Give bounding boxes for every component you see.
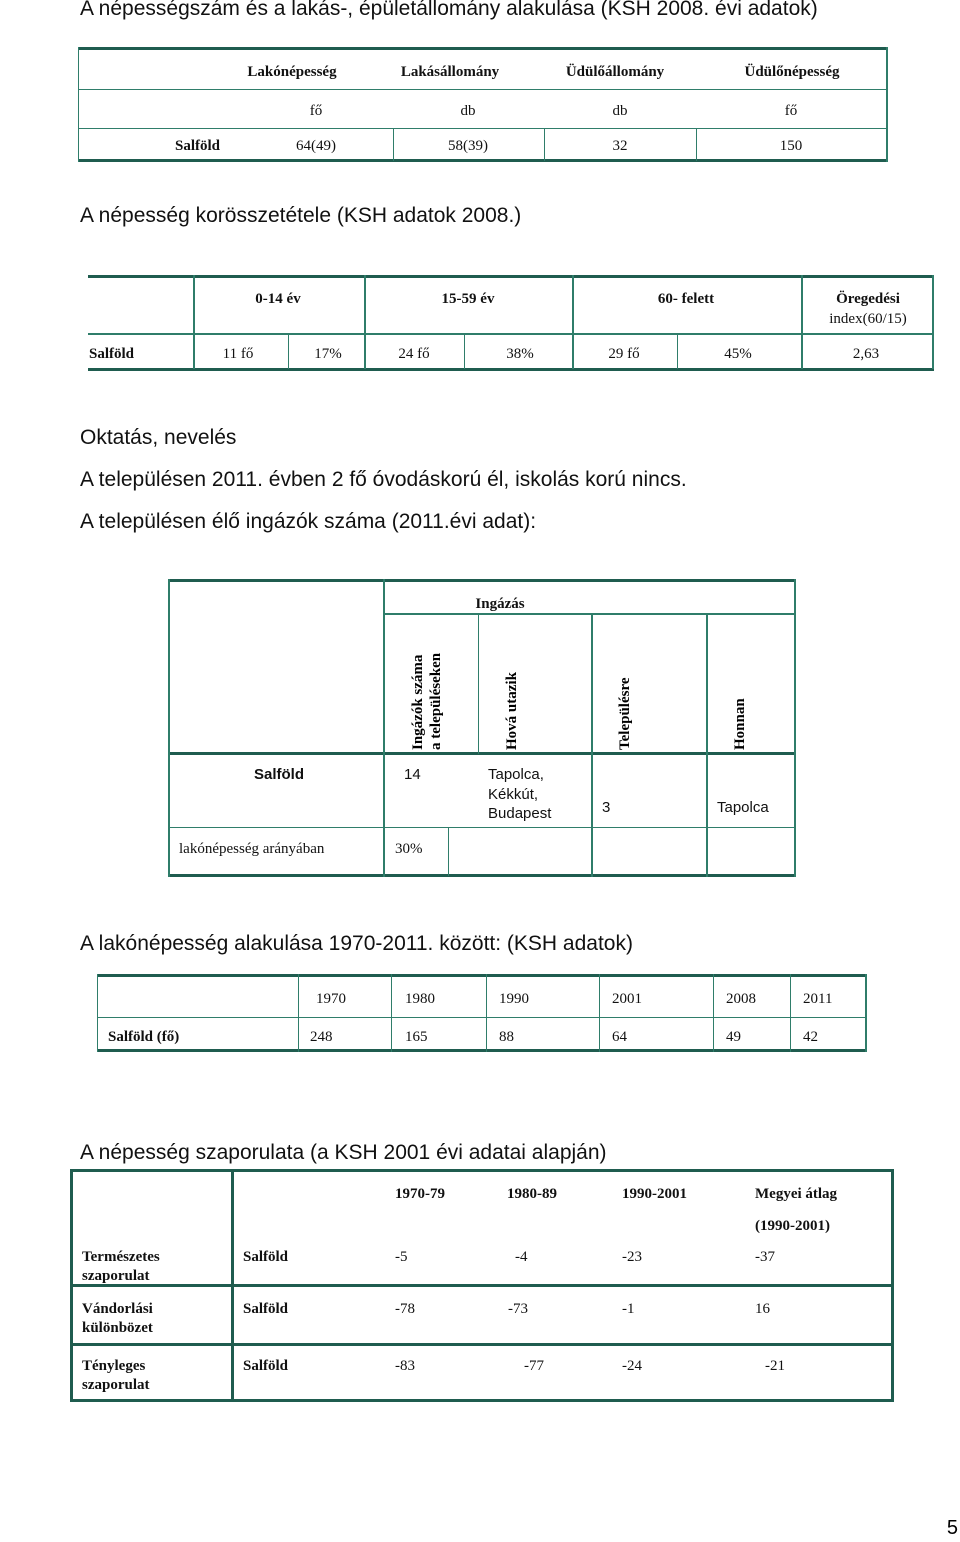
unit-2: db [460, 103, 476, 119]
paragraph-commuters: A településen élő ingázók száma (2011.évi adat): [80, 510, 537, 533]
col-header-udulоallomany: Üdülőállomány [565, 64, 665, 80]
value-destination-1: Tapolca, [488, 766, 544, 783]
value: -1 [622, 1301, 635, 1317]
row-label-vandorlasi: Vándorlási [82, 1301, 153, 1317]
value-to-settlement: 3 [602, 799, 611, 816]
col-header-1970-79: 1970-79 [395, 1186, 445, 1202]
row-label-salfold: Salföld [89, 346, 135, 362]
col-header-megyei-atlag: Megyei átlag [755, 1186, 838, 1202]
value: -73 [508, 1301, 528, 1317]
heading-age-structure: A népesség korösszetétele (KSH adatok 2008.) [80, 204, 522, 227]
value-index: 2,63 [852, 346, 880, 362]
value: -21 [765, 1358, 785, 1374]
col-header-a-telepuleseken: a településeken [428, 652, 444, 750]
heading-population-housing: A népességszám és a lakás-, épületállomány alakulása (KSH 2008. évi adatok) [80, 0, 818, 20]
value-destination-3: Budapest [488, 805, 552, 822]
col-header-megyei-atlag-period: (1990-2001) [755, 1218, 830, 1234]
value-udulоallomany: 32 [612, 138, 628, 154]
value: -37 [755, 1249, 775, 1265]
value: -4 [515, 1249, 528, 1265]
value-from: Tapolca [717, 799, 769, 816]
row-label-salfold: Salföld [254, 766, 305, 783]
value-60-pct: 45% [724, 346, 752, 362]
value-60-count: 29 fő [608, 346, 640, 362]
row-place: Salföld [243, 1301, 289, 1317]
col-header-0-14: 0-14 év [255, 291, 301, 307]
value: 16 [755, 1301, 770, 1317]
col-header-15-59: 15-59 év [441, 291, 495, 307]
value-2001: 64 [612, 1029, 627, 1045]
col-header-telepulesre: Településre [617, 677, 633, 750]
value-destination-2: Kékkút, [488, 786, 539, 803]
value-1990: 88 [499, 1029, 514, 1045]
value: -5 [395, 1249, 408, 1265]
year-2008: 2008 [726, 991, 756, 1007]
row-label-szaporulat: szaporulat [82, 1377, 150, 1393]
col-header-ingazok-szama: Ingázók száma [410, 654, 426, 750]
row-label-termeszetes: Természetes [82, 1249, 160, 1265]
value-proportion: 30% [395, 841, 423, 857]
heading-education: Oktatás, nevelés [80, 426, 237, 449]
row-place: Salföld [243, 1358, 289, 1374]
value-1970: 248 [310, 1029, 333, 1045]
unit-3: db [612, 103, 628, 119]
col-header-lakasallomany: Lakásállomány [400, 64, 500, 80]
value: -83 [395, 1358, 415, 1374]
row-label-kulonbozet: különbözet [82, 1320, 153, 1336]
page-number: 5 [946, 1517, 958, 1539]
col-header-1980-89: 1980-89 [507, 1186, 557, 1202]
row-label-salfold-fo: Salföld (fő) [108, 1029, 180, 1045]
group-header-ingazas: Ingázás [475, 596, 525, 612]
col-header-udulonepesseg: Üdülőnépesség [744, 64, 840, 80]
col-header-honnan: Honnan [732, 698, 748, 750]
row-label-szaporulat: szaporulat [82, 1268, 150, 1284]
value: -24 [622, 1358, 642, 1374]
year-1970: 1970 [316, 991, 346, 1007]
row-label-tenyleges: Tényleges [82, 1358, 146, 1374]
value: -77 [524, 1358, 544, 1374]
col-header-oregedesi: Öregedési [836, 291, 900, 307]
col-header-index: index(60/15) [829, 311, 907, 327]
value-15-59-pct: 38% [506, 346, 534, 362]
unit-1: fő [309, 103, 323, 119]
unit-4: fő [784, 103, 798, 119]
year-2011: 2011 [803, 991, 833, 1007]
value-0-14-pct: 17% [314, 346, 342, 362]
col-header-60-felett: 60- felett [657, 291, 715, 307]
value-1980: 165 [405, 1029, 428, 1045]
year-1990: 1990 [499, 991, 529, 1007]
col-header-hova-utazik: Hová utazik [504, 672, 520, 750]
value: -78 [395, 1301, 415, 1317]
year-2001: 2001 [612, 991, 642, 1007]
value-2011: 42 [803, 1029, 818, 1045]
heading-population-growth: A népesség szaporulata (a KSH 2001 évi adatai alapján) [80, 1141, 607, 1164]
col-header-1990-2001: 1990-2001 [622, 1186, 687, 1202]
col-header-lakonepesseg: Lakónépesség [247, 64, 337, 80]
value-udulonepesseg: 150 [779, 138, 803, 154]
value: -23 [622, 1249, 642, 1265]
value-0-14-count: 11 fő [222, 346, 254, 362]
year-1980: 1980 [405, 991, 435, 1007]
row-label-salfold: Salföld [175, 138, 221, 154]
value-commuter-count: 14 [404, 766, 421, 783]
value-2008: 49 [726, 1029, 741, 1045]
paragraph-children: A településen 2011. évben 2 fő óvodáskorú él, iskolás korú nincs. [80, 468, 687, 491]
row-label-proportion: lakónépesség arányában [179, 841, 325, 857]
value-lakasallomany: 58(39) [448, 138, 488, 154]
value-lakonepesseg: 64(49) [296, 138, 336, 154]
value-15-59-count: 24 fő [398, 346, 430, 362]
heading-population-trend: A lakónépesség alakulása 1970-2011. között: (KSH adatok) [80, 932, 633, 955]
row-place: Salföld [243, 1249, 289, 1265]
